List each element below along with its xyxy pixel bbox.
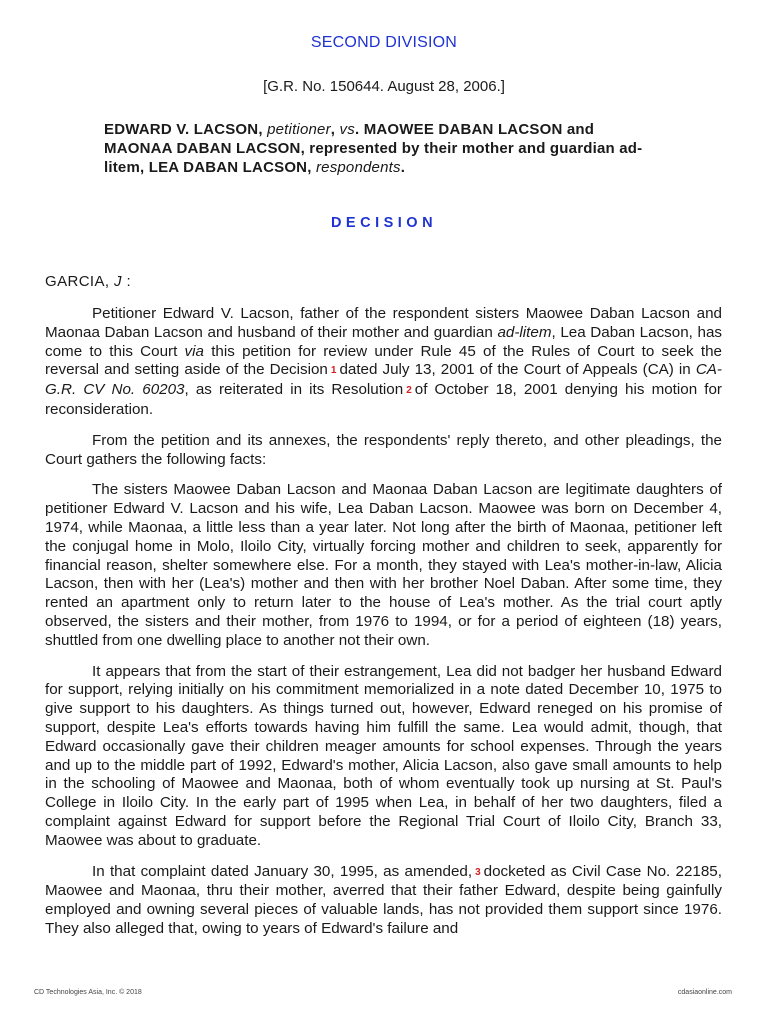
ponente xyxy=(45,273,131,290)
paragraph-1 xyxy=(45,305,722,420)
versus-label: vs xyxy=(339,121,355,138)
division-heading: SECOND DIVISION xyxy=(310,34,458,51)
petitioner-name: EDWARD V. LACSON, xyxy=(104,121,268,138)
paragraph-4: It appears that from the start of their estrangement, Lea did not badger her husband Edward for support, relying initially on his commitment memorialized in a note dated December 10, 1975 to give support to his daughters. As things turned out, however, Edward reneged on his promise of support, despite Lea's efforts towards having him fulfill the same. Lea would admit, though, that Edward occasionally gave their children meager amounts for school expenses. Through the years and up to the middle part of 1992, Edward's mother, Alicia Lacson, also gave small amounts to help in the schooling of Maowee and Maonaa, both of whom eventually took up nursing at St. Paul's College in Iloilo City. In the early part of 1995 when Lea, in behalf of her two daughters, filed a complaint against Edward for support before the Regional Trial Court of Iloilo City, Branch 33, Maowee was about to graduate. xyxy=(45,662,722,849)
text-run: Petitioner Edward V. Lacson, father of the respondent sisters Maowee Daban Lacson and Maonaa Daban Lacson and husband of their mother and guardian xyxy=(45,305,722,341)
respondents-role: respondents xyxy=(315,159,401,176)
text-run: , Lea Daban Lacson, has come to this Court xyxy=(45,323,722,360)
paragraph-3: The sisters Maowee Daban Lacson and Maonaa Daban Lacson are legitimate daughters of petitioner Edward V. Lacson and his wife, Lea Daban Lacson. Maowee was born on December 4, 1974, while Maonaa, a little less than a year later. Not long after the birth of Maonaa, petitioner left the conjugal home in Molo, Iloilo City, virtually forcing mother and children to seek, apparently for financial reason, shelter somewhere else. For a month, they stayed with Lea's mother-in-law, Alicia Lacson, then with her (Lea's) mother and then with her brother Noel Daban. After some time, they rented an apartment only to return later to the house of Lea's mother. As the trial court aptly observed, the sisters and their mother, from 1976 to 1994, or for a period of eighteen (18) years, shuttled from one dwelling place to another not their own. xyxy=(45,481,722,649)
footnote-link-2[interactable]: 2 xyxy=(406,385,412,397)
ponente-suffix: : xyxy=(121,273,132,290)
paragraph-5 xyxy=(45,863,722,939)
petitioner-role: petitioner xyxy=(267,121,331,138)
text-run: dated July 13, 2001 of the Court of Appeals (CA) in xyxy=(339,361,696,379)
footnote-link-1[interactable]: 1 xyxy=(330,365,337,377)
case-parties xyxy=(104,120,664,177)
decision-heading: DECISION xyxy=(330,215,438,231)
case-number: [G.R. No. 150644. August 28, 2006.] xyxy=(263,78,505,95)
decision-body xyxy=(45,305,722,951)
footer-site: cdasiaonline.com xyxy=(677,989,732,996)
text-run: this petition for review under Rule 45 of the Rules of Court to seek the reversal and setting aside of the Decision xyxy=(45,342,722,379)
paragraph-2: From the petition and its annexes, the respondents' reply thereto, and other pleadings, the Court gathers the following facts: xyxy=(45,431,722,468)
text-run: docketed as Civil Case No. 22185, Maowee and Maonaa, thru their mother, averred that their father Edward, despite being gainfully employed and owning several pieces of valuable lands, has not provided them support since 1976. They also alleged that, owing to years of Edward's failure and xyxy=(45,862,722,937)
parties-separator: , xyxy=(330,121,340,138)
footer-copyright: CD Technologies Asia, Inc. © 2018 xyxy=(34,989,142,996)
footnote-link-3[interactable]: 3 xyxy=(475,866,481,878)
italic-run: CA-G.R. CV No. 60203 xyxy=(45,361,722,399)
ponente-title: J xyxy=(114,273,122,290)
ponente-name: GARCIA, xyxy=(45,273,115,290)
respondents-text: . MAOWEE DABAN LACSON and MAONAA DABAN LACSON, represented by their mother and guardian ad-litem, LEA DABAN LACSON, xyxy=(104,121,643,176)
italic-run: via xyxy=(184,342,204,360)
text-run: , as reiterated in its Resolution xyxy=(184,381,404,399)
text-run: In that complaint dated January 30, 1995, as amended, xyxy=(92,862,473,880)
italic-run: ad-litem xyxy=(497,323,552,341)
parties-end: . xyxy=(400,159,406,176)
text-run: of October 18, 2001 denying his motion for reconsideration. xyxy=(45,381,722,418)
